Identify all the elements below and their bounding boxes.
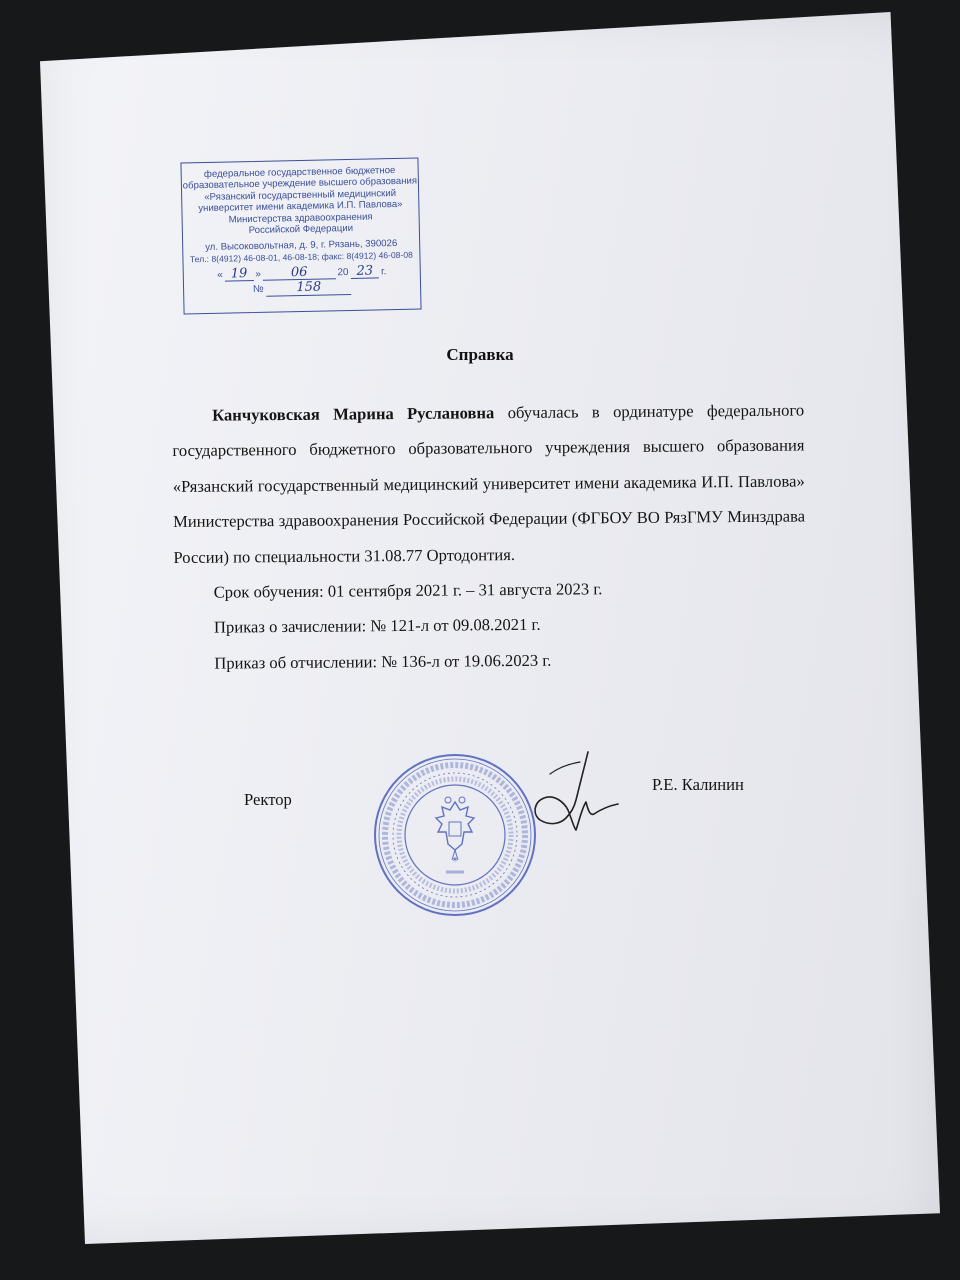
expulsion-order: Приказ об отчислении: № 136-л от 19.06.2023 г. <box>214 650 552 673</box>
document-body <box>172 392 806 681</box>
stamp-date-sep: » <box>255 269 262 281</box>
stamp-date-quote: « <box>217 269 223 282</box>
study-period: Срок обучения: 01 сентября 2021 г. – 31 августа 2023 г. <box>213 579 603 602</box>
stamp-date-suffix: г. <box>380 266 387 278</box>
stamp-line: ул. Высоковольтная, д. 9, г. Рязань, 390026 <box>205 238 398 254</box>
stamp-date-day: 19 <box>225 268 254 281</box>
enrollment-order: Приказ о зачислении: № 121-л от 09.08.2021 г. <box>213 615 541 638</box>
svg-text:*: * <box>452 856 458 867</box>
stamp-line: «Рязанский государственный медицинский <box>204 187 397 203</box>
document-title: Справка <box>446 345 514 364</box>
stamp-date-year: 23 <box>350 266 379 279</box>
stamp-line: Российской Федерации <box>248 222 354 237</box>
rector-signature-icon <box>510 748 630 838</box>
stamp-line: Министерства здравоохранения <box>228 211 373 226</box>
stamp-date-year-prefix: 20 <box>337 267 349 279</box>
rector-label: Ректор <box>244 790 292 809</box>
stamp-number-label: № <box>252 283 264 295</box>
stamp-date-month: 06 <box>263 267 336 281</box>
stamp-line: университет имени академика И.П. Павлова» <box>198 199 403 215</box>
rector-name: Р.Е. Калинин <box>652 775 744 794</box>
person-name: Канчуковская Марина Руслановна <box>212 403 495 425</box>
stamp-line: образовательное учреждение высшего образования <box>182 175 418 192</box>
stamp-line: федеральное государственное бюджетное <box>203 165 396 181</box>
registration-stamp <box>180 158 421 315</box>
main-paragraph <box>172 392 806 575</box>
stamp-line: Тел.: 8(4912) 46-08-01, 46-08-18; факс: 8(4912) 46-08-08 <box>189 249 414 265</box>
stamp-number <box>184 279 420 296</box>
stamp-number-value: 158 <box>266 279 351 297</box>
paragraph-text: обучалась в ординатуре федерального государственного бюджетного образовательного учреждения высшего образования «Рязанский государственный медицинский университет имени академика И.П. Павлова» Министерства здравоохранения Российской Федерации (ФГБОУ ВО РязГМУ Минздрава России) по специальности 31.08.77 Ортодонтия. <box>172 400 806 567</box>
